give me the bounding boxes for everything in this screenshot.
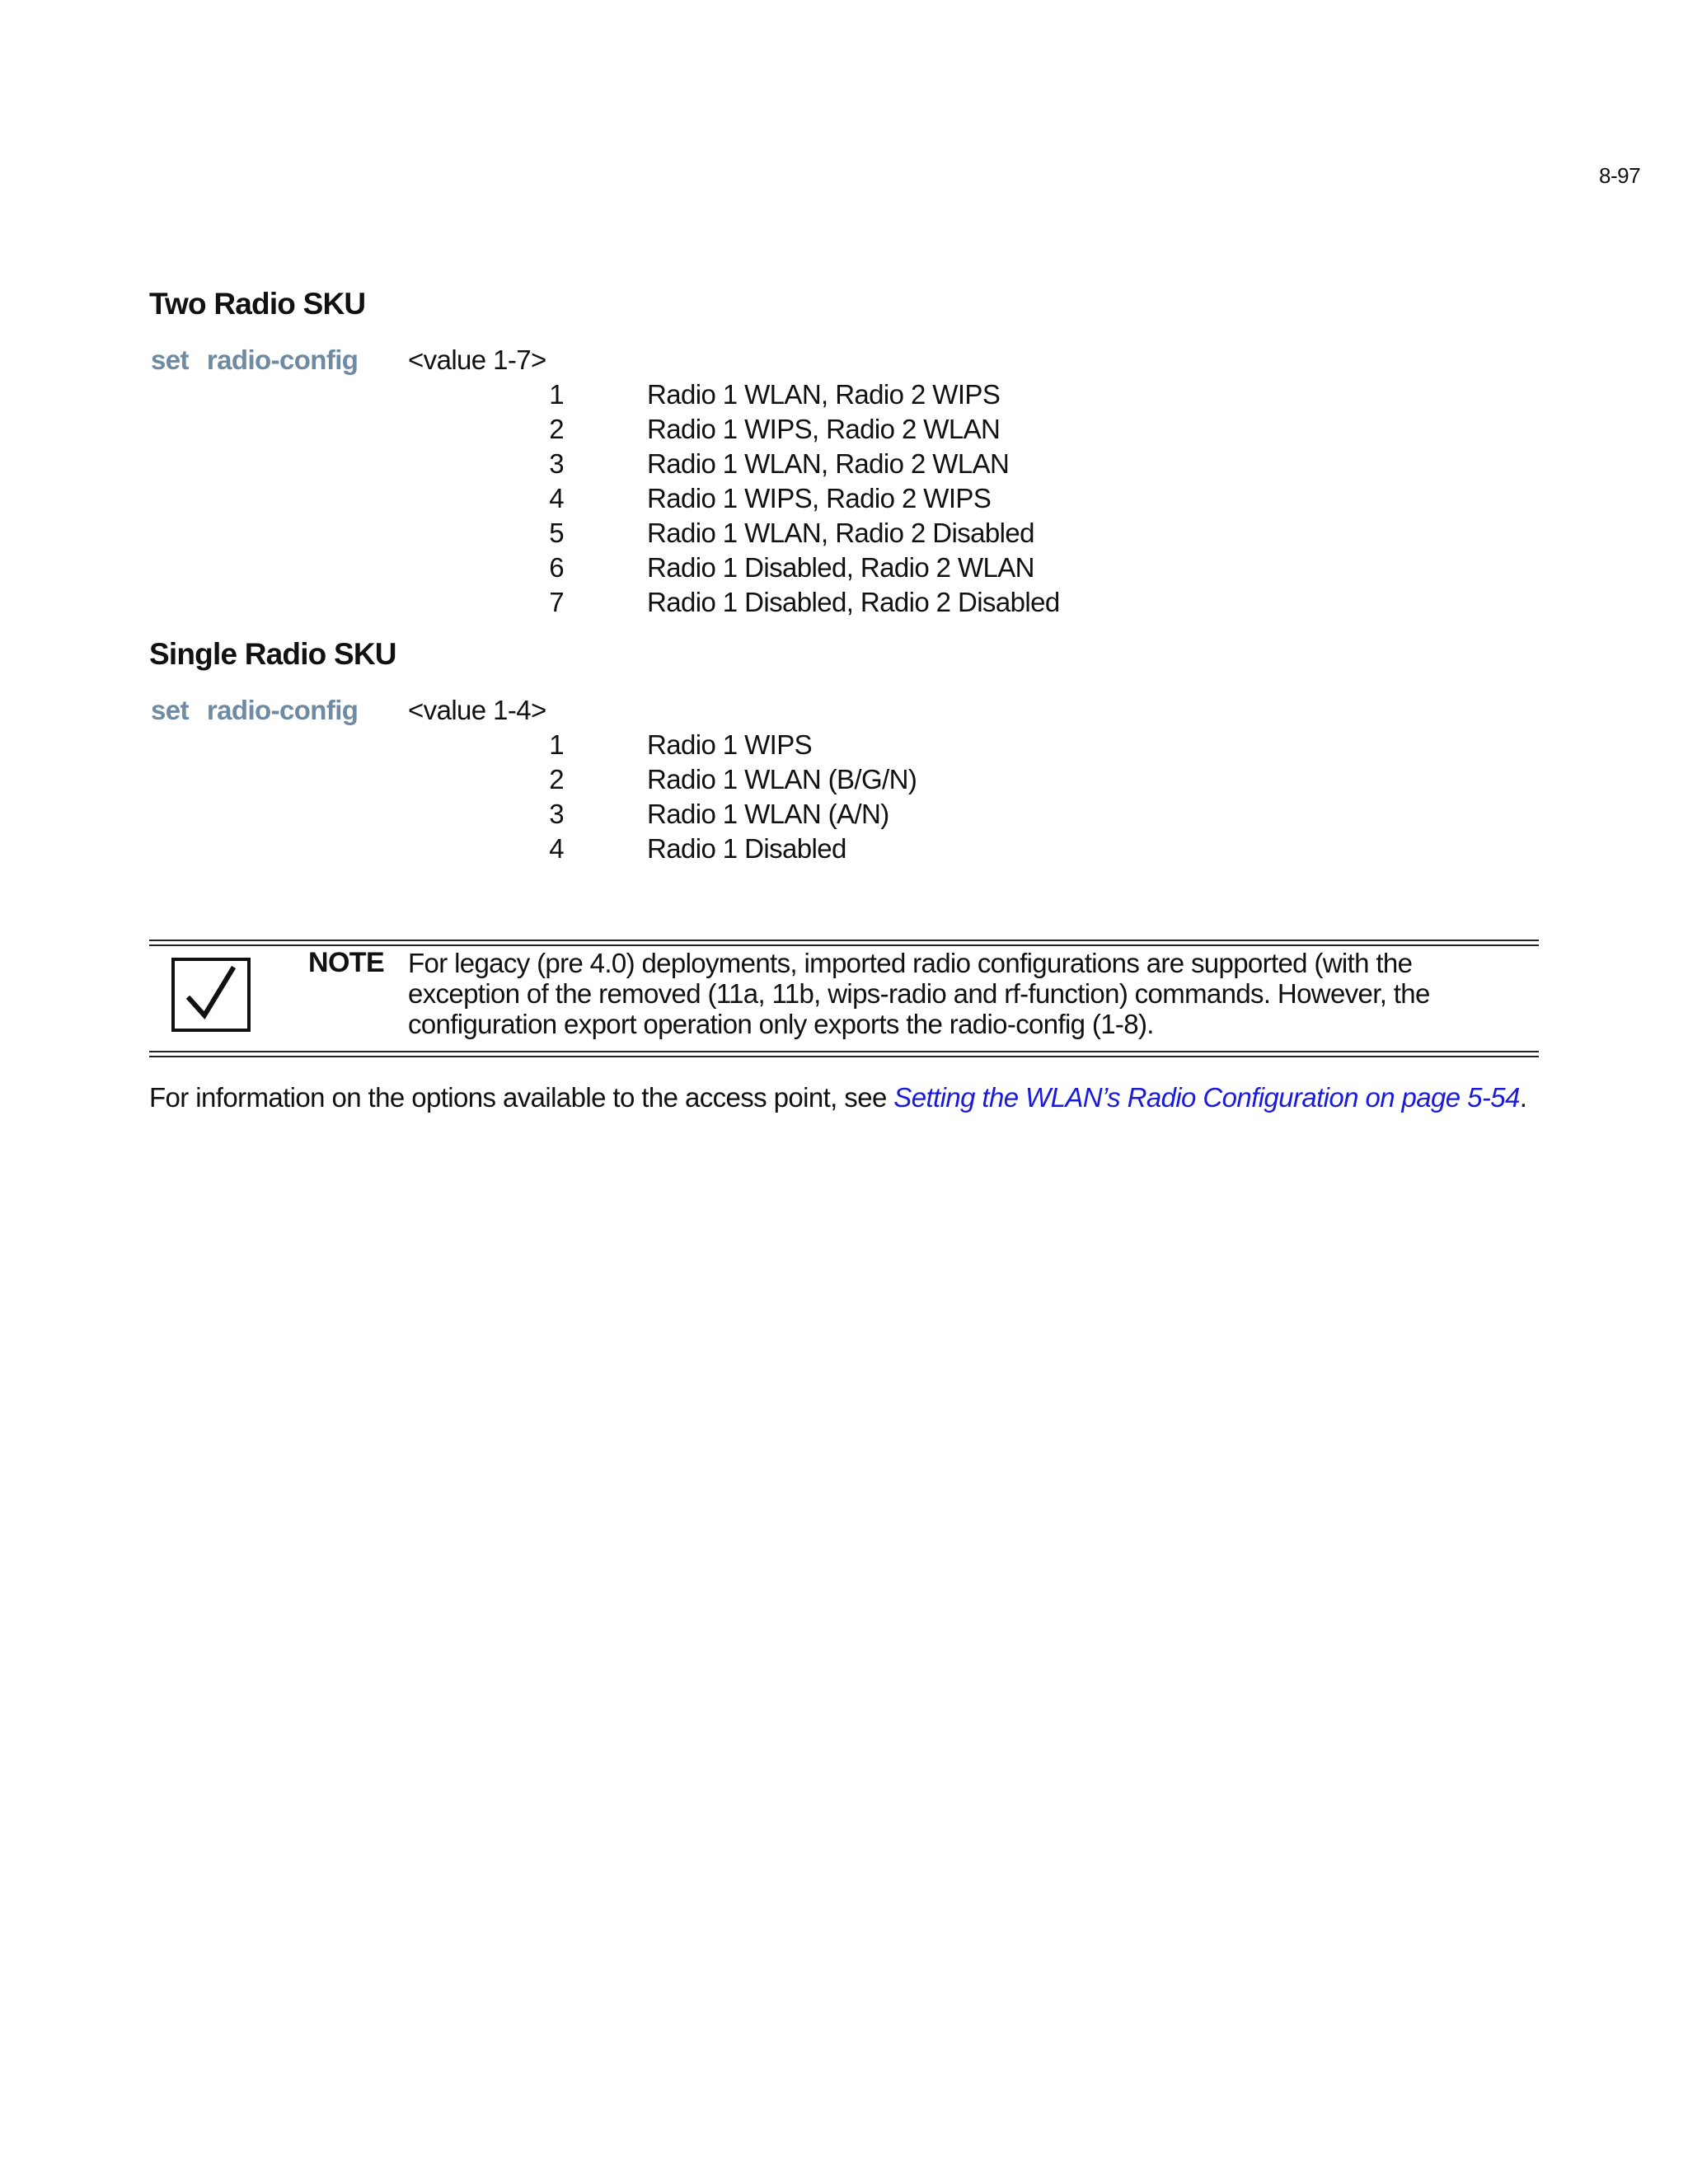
option-description: Radio 1 Disabled, Radio 2 Disabled: [647, 587, 1060, 617]
option-number: 4: [549, 483, 564, 513]
option-description: Radio 1 WLAN (A/N): [647, 799, 889, 829]
note-label: NOTE: [308, 947, 385, 978]
option-number: 3: [549, 448, 564, 479]
command-syntax-single-radio: [151, 695, 358, 726]
option-number: 6: [549, 552, 564, 583]
option-number: 1: [549, 729, 564, 760]
reference-text: For information on the options available to the access point, see: [149, 1082, 894, 1113]
option-number: 7: [549, 587, 564, 617]
command-syntax-two-radio: [151, 344, 358, 376]
note-top-rule-inner: [149, 944, 1539, 946]
note-top-rule: [149, 940, 1539, 941]
option-number: 4: [549, 833, 564, 864]
reference-paragraph: [149, 1082, 1526, 1113]
reference-period: .: [1519, 1082, 1527, 1113]
option-description: Radio 1 WIPS, Radio 2 WLAN: [647, 414, 1001, 444]
option-number: 2: [549, 414, 564, 444]
note-text: For legacy (pre 4.0) deployments, imported radio configurations are supported (with the exception of the removed (11a, 11b, wips-radio and rf-function) commands. However, the configuration export operation only exports the radio-config (1-8).: [408, 948, 1430, 1039]
note-bottom-rule: [149, 1056, 1539, 1057]
note-box: [149, 940, 1539, 1059]
option-description: Radio 1 WLAN (B/G/N): [647, 764, 917, 794]
command-keyword-radio-config: radio-config: [206, 695, 359, 725]
command-keyword-radio-config: radio-config: [206, 344, 359, 375]
heading-two-radio-sku: Two Radio SKU: [149, 287, 366, 321]
option-description: Radio 1 WLAN, Radio 2 WIPS: [647, 379, 1001, 410]
command-keyword-set: set: [151, 344, 189, 375]
page-number: 8-97: [1599, 163, 1641, 188]
checkmark-icon: [171, 958, 251, 1032]
option-description: Radio 1 WIPS, Radio 2 WIPS: [647, 483, 992, 513]
option-description: Radio 1 Disabled, Radio 2 WLAN: [647, 552, 1034, 583]
note-bottom-rule-inner: [149, 1051, 1539, 1052]
option-description: Radio 1 WLAN, Radio 2 WLAN: [647, 448, 1010, 479]
option-description: Radio 1 Disabled: [647, 833, 846, 864]
cross-reference-link[interactable]: Setting the WLAN’s Radio Configuration on page 5-54: [893, 1082, 1520, 1113]
option-number: 3: [549, 799, 564, 829]
command-keyword-set: set: [151, 695, 189, 725]
option-description: Radio 1 WLAN, Radio 2 Disabled: [647, 518, 1034, 548]
option-number: 2: [549, 764, 564, 794]
option-description: Radio 1 WIPS: [647, 729, 813, 760]
option-number: 5: [549, 518, 564, 548]
heading-single-radio-sku: Single Radio SKU: [149, 637, 396, 671]
command-value-range: <value 1-4>: [408, 695, 546, 725]
option-number: 1: [549, 379, 564, 410]
command-value-range: <value 1-7>: [408, 344, 546, 375]
